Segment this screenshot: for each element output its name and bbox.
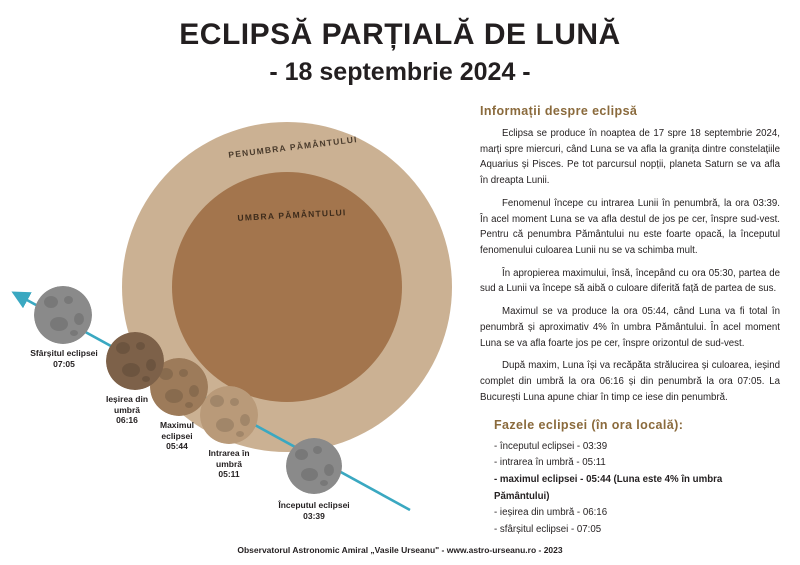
caption-line: Intrarea în (208, 448, 250, 458)
phase-item: - ieșirea din umbră - 06:16 (494, 507, 608, 519)
page-subtitle: - 18 septembrie 2024 - (269, 58, 531, 86)
caption-sfarsitul-eclipsei (12, 348, 116, 369)
info-paragraph: Maximul se va produce la ora 05:44, când Luna va fi total în penumbră și aproximativ 4% în umbra Pământului. În acel moment Luna se va afla foarte jos pe cer, înspre orizontul de sud-vest. (480, 306, 780, 349)
caption-line: Ieșirea din (105, 394, 149, 404)
caption-line: Sfârșitul eclipsei (30, 348, 98, 358)
info-heading: Informații despre eclipsă (480, 104, 638, 118)
umbra-label: UMBRA PĂMÂNTULUI (237, 207, 347, 223)
caption-line: 06:16 (116, 415, 138, 426)
phase-item: - sfârșitul eclipsei - 07:05 (494, 523, 602, 535)
info-paragraph: Eclipsa se produce în noaptea de 17 spre 18 septembrie 2024, marți spre miercuri, când Luna se va afla la granița dintre constelațiile Aquarius și Pisces. Pe tot parcursul nopții, planeta Saturn se va afla în dreapta Lunii. (480, 128, 780, 187)
info-column (480, 104, 780, 539)
caption-line: Maximul (159, 420, 194, 430)
caption-inceputul-eclipsei (264, 500, 364, 521)
footer-credit: Observatorul Astronomic Amiral „Vasile Urseanu" - www.astro-urseanu.ro - 2023 (237, 545, 563, 555)
phases-heading: Fazele eclipsei (în ora locală): (494, 417, 684, 432)
eclipse-diagram (0, 92, 470, 532)
moon-craters (34, 286, 92, 344)
moon-craters (286, 438, 342, 494)
page-title: ECLIPSĂ PARȚIALĂ DE LUNĂ (179, 18, 621, 51)
caption-line: eclipsei (161, 430, 193, 441)
caption-line: umbră (216, 458, 242, 469)
caption-line: 05:11 (218, 469, 240, 480)
phases-list (480, 439, 780, 539)
phase-item: - intrarea în umbră - 05:11 (494, 457, 606, 469)
caption-iesirea-din-umbra (84, 394, 170, 426)
phase-item: - maximul eclipsei - 05:44 (Luna este 4% în umbra Pământului) (494, 473, 723, 502)
info-paragraph: După maxim, Luna își va recăpăta strălucirea și culoarea, ieșind complet din umbră la ora 06:16 și din penumbră la ora 07:05. La București Luna apune chiar în timp ce iese din penumbră. (480, 360, 780, 403)
caption-line: Începutul eclipsei (278, 500, 350, 510)
moon-inceputul-eclipsei (286, 438, 342, 494)
caption-line: 05:44 (166, 441, 188, 452)
caption-intrarea-in-umbra (186, 448, 272, 480)
caption-line: umbră (114, 404, 140, 415)
moon-sfarsitul-eclipsei (34, 286, 92, 344)
caption-line: 07:05 (53, 358, 75, 369)
info-paragraph: Fenomenul începe cu intrarea Lunii în penumbră, la ora 03:39. În acel moment Luna se va afla destul de jos pe cer, înspre sud-vest. Pentru că penumbra Pământului nu este foarte opacă, la începutul fenomenului culoarea Lunii nu se va schimba mult. (480, 197, 780, 257)
penumbra-label: PENUMBRA PĂMÂNTULUI (227, 134, 359, 160)
info-paragraph: În apropierea maximului, însă, începând cu ora 05:30, partea de sud a Lunii va începe să aibă o culoare diferită față de partea de sus. (480, 267, 780, 295)
phase-item: - începutul eclipsei - 03:39 (494, 440, 608, 452)
caption-line: 03:39 (303, 510, 325, 521)
